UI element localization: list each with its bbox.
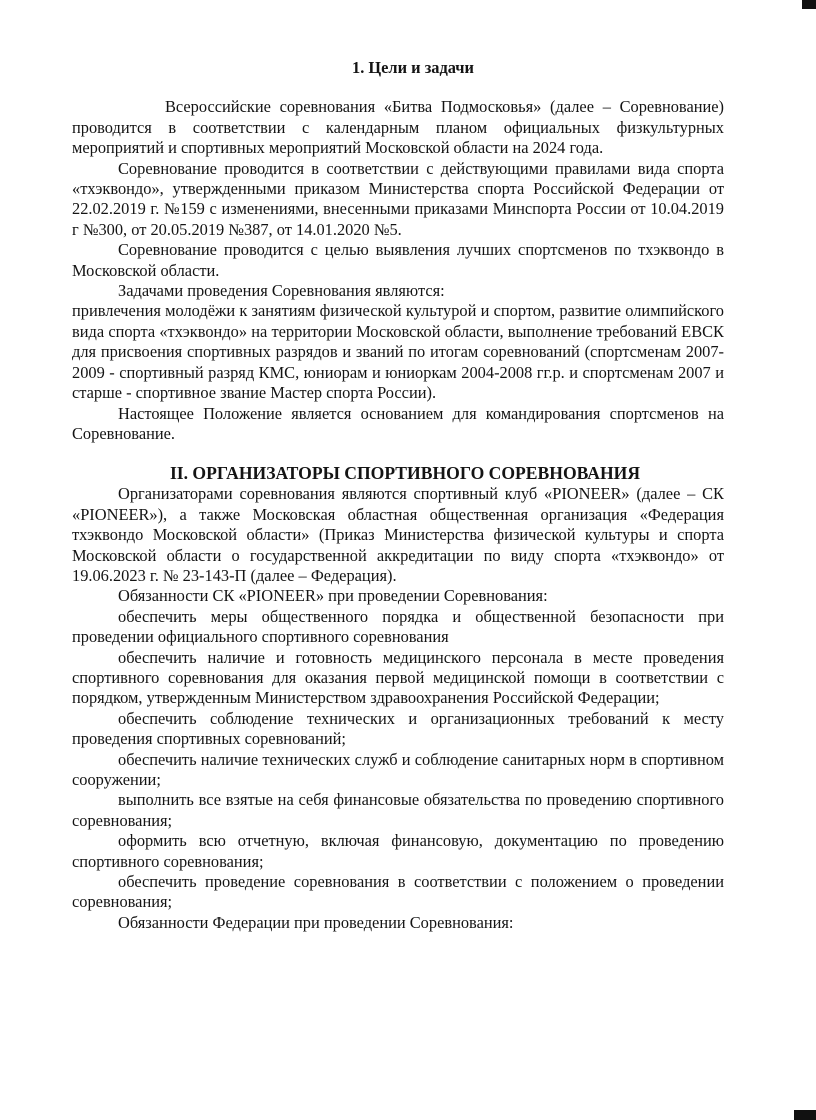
paragraph: обеспечить наличие технических служб и соблюдение санитарных норм в спортивном сооружении; — [72, 749, 724, 789]
paragraph: Обязанности СК «PIONEER» при проведении Соревнования: — [118, 586, 548, 606]
scan-edge-mark — [802, 0, 816, 9]
spacer — [72, 444, 724, 462]
paragraph: обеспечить проведение соревнования в соответствии с положением о проведении соревнования; — [72, 872, 724, 912]
paragraph: Всероссийские соревнования «Битва Подмосковья» (далее – Соревнование) проводится в соответствии с календарным планом официальных физкультурных мероприятий и спортивных мероприятий Московской области на 2024 года. — [72, 97, 724, 158]
paragraph: Соревнование проводится в соответствии с действующими правилами вида спорта «тхэквондо», утвержденными приказом Министерства спорта Российской Федерации от 22.02.2019 г. №159 с изменениями, внесенными приказами Минспорта России от 10.04.2019 г №300, от 20.05.2019 №387, от 14.01.2020 №5. — [72, 158, 724, 239]
section-1-heading: 1. Цели и задачи — [352, 58, 474, 77]
paragraph: Организаторами соревнования являются спортивный клуб «PIONEER» (далее – СК «PIONEER»), а также Московская областная общественная организация «Федерация тхэквондо Московской области» (Приказ Министерства физической культуры и спорта Московской области о государственной аккредитации по виду спорта «тхэквондо» от 19.06.2023 г. № 23-143-П (далее – Федерация). — [72, 484, 724, 585]
document-body — [72, 58, 724, 933]
scan-edge-mark — [794, 1110, 816, 1120]
paragraph: выполнить все взятые на себя финансовые обязательства по проведению спортивного соревнования; — [72, 790, 724, 830]
paragraph: Обязанности Федерации при проведении Соревнования: — [118, 912, 514, 932]
paragraph: обеспечить соблюдение технических и организационных требований к месту проведения спортивных соревнований; — [72, 708, 724, 749]
paragraph: Соревнование проводится с целью выявления лучших спортсменов по тхэквондо в Московской области. — [72, 240, 724, 280]
paragraph: Настоящее Положение является основанием для командирования спортсменов на Соревнование. — [72, 403, 724, 443]
paragraph: обеспечить меры общественного порядка и общественной безопасности при проведении официального спортивного соревнования — [72, 606, 724, 647]
paragraph: оформить всю отчетную, включая финансовую, документацию по проведению спортивного соревнования; — [72, 831, 724, 871]
paragraph: привлечения молодёжи к занятиям физической культурой и спортом, развитие олимпийского вида спорта «тхэквондо» на территории Московской области, выполнение требований ЕВСК для присвоения спортивных разрядов и званий по итогам соревнований (спортсменам 2007-2009 - спортивный разряд КМС, юниорам и юниоркам 2004-2008 гг.р. и спортсменам 2007 и старше - спортивное звание Мастер спорта России). — [72, 301, 724, 403]
paragraph: обеспечить наличие и готовность медицинского персонала в месте проведения спортивного соревнования для оказания первой медицинской помощи в соответствии с порядком, утвержденным Министерством здравоохранения Российской Федерации; — [72, 647, 724, 708]
paragraph: Задачами проведения Соревнования являются: — [118, 281, 445, 301]
section-2-heading: II. ОРГАНИЗАТОРЫ СПОРТИВНОГО СОРЕВНОВАНИЯ — [169, 463, 641, 484]
